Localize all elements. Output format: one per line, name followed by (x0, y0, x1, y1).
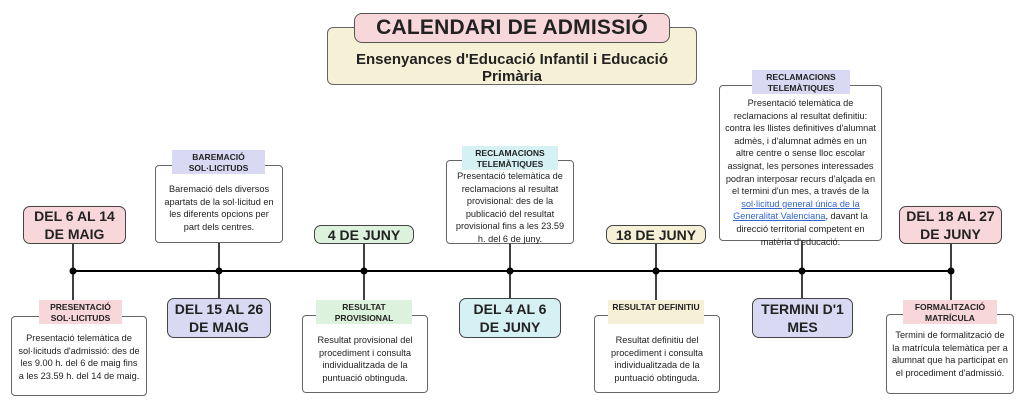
event-1-description: Presentació telemàtica de sol·licituds d'admissió: des de les 9.00 h. del 6 de maig fins a les 23.59 h. del 14 de maig. (11, 316, 147, 396)
event-7-date: DEL 18 AL 27 DE JUNY (899, 206, 1002, 244)
event-2-description: Baremació dels diversos apartats de la sol·licitud en les diferents opcions per part dels centres. (155, 165, 283, 243)
timeline-dot (507, 268, 514, 275)
event-2-label: BAREMACIÓ SOL·LICITUDS (172, 150, 265, 174)
event-5-description: Resultat definitiu del procediment i consulta individualitzada de la puntuació obtinguda. (594, 315, 720, 393)
event-1-label: PRESENTACIÓ SOL·LICITUDS (39, 300, 122, 324)
event-7-label: FORMALITZACIÓ MATRÍCULA (903, 300, 997, 324)
event-1-date: DEL 6 AL 14 DE MAIG (23, 206, 126, 244)
timeline-dot (70, 268, 77, 275)
event-4-date: DEL 4 AL 6 DE JUNY (459, 298, 561, 338)
timeline-dot (799, 268, 806, 275)
event-3-description: Resultat provisional del procediment i consulta individualitzada de la puntuació obtinguda. (302, 315, 428, 393)
event-4-label: RECLAMACIONS TELEMÀTIQUES (462, 146, 558, 170)
event-6-date: TERMINI D'1 MES (752, 298, 853, 338)
event-5-date: 18 DE JUNY (606, 225, 706, 244)
general-application-link[interactable]: sol·licitud general única de la Generalitat Valenciana (733, 198, 860, 222)
event-3-label: RESULTAT PROVISIONAL (316, 300, 412, 324)
timeline-dot (653, 268, 660, 275)
event-7-description: Termini de formalització de la matrícula telemàtica per a alumnat que ha participat en el procediment d'admissió. (886, 314, 1014, 394)
event-6-description (719, 85, 882, 247)
timeline-dot (361, 268, 368, 275)
timeline-dot (216, 268, 223, 275)
event-6-description-after: , davant la direcció territorial competent en matèria d'educació. (736, 211, 868, 247)
page-subtitle: Ensenyances d'Educació Infantil i Educació Primària (356, 51, 668, 85)
page-title: CALENDARI DE ADMISSIÓ (354, 13, 670, 43)
event-3-date: 4 DE JUNY (314, 225, 414, 244)
timeline-dot (948, 268, 955, 275)
event-6-description-before: Presentació telemàtica de reclamacions al resultat definitiu: contra les llistes definitives d'alumnat admès, i d'alumnat admès en un altre centre o sense lloc escolar assignat, les persones interessades podran interposar recurs d'alçada en el termini d'un mes, a través de la (725, 98, 876, 197)
event-6-label: RECLAMACIONS TELEMÀTIQUES (752, 70, 850, 94)
event-4-description: Presentació telemàtica de reclamacions al resultat provisional: des de la publicació del resultat provisional fins a les 23.59 h. del 6 de juny. (446, 160, 574, 244)
event-2-date: DEL 15 AL 26 DE MAIG (167, 298, 271, 338)
event-5-label: RESULTAT DEFINITIU (608, 300, 704, 324)
